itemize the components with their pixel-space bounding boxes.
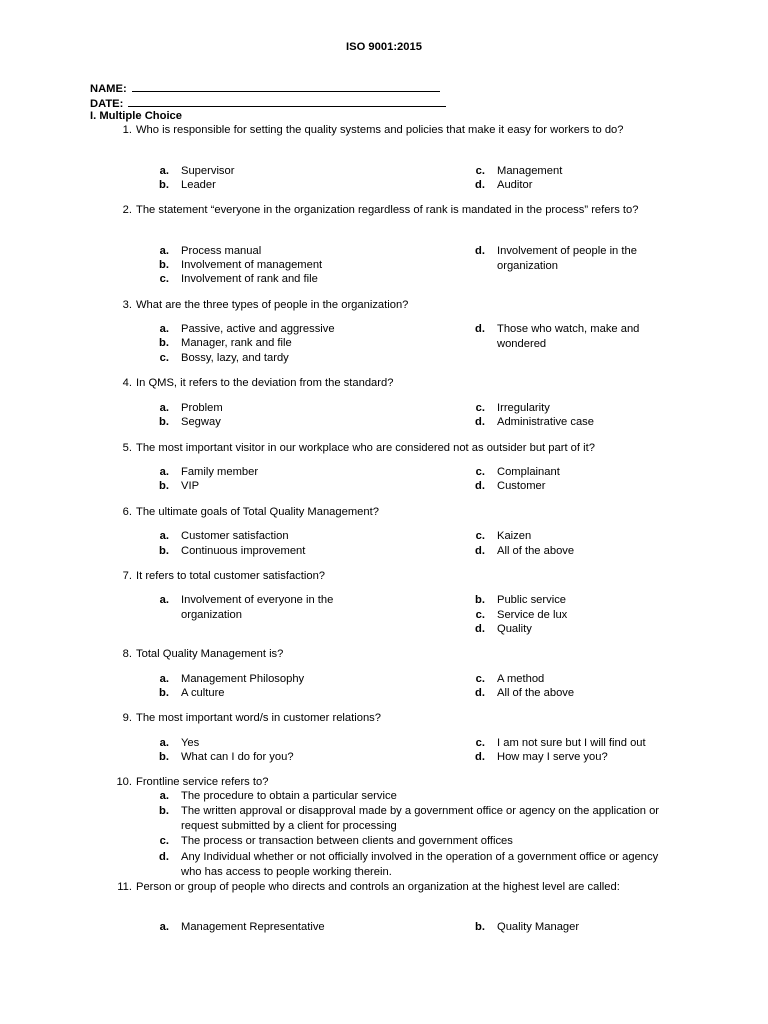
question-text: Total Quality Management is? [136, 648, 284, 660]
option-letter: a. [159, 466, 169, 478]
question-text: Who is responsible for setting the quality systems and policies that make it easy for workers to do? [136, 124, 624, 136]
option-text: Customer satisfaction [181, 530, 289, 542]
option-text: Management Representative [181, 921, 325, 933]
option-letter: b. [475, 921, 485, 933]
question-number: 8. [122, 648, 132, 660]
option-letter: b. [475, 594, 485, 606]
option-letter: b. [159, 545, 169, 557]
option-text: Problem [181, 402, 223, 414]
option-text: Involvement of everyone in the organization [181, 594, 334, 621]
option-text: Supervisor [181, 165, 235, 177]
question-text: It refers to total customer satisfaction? [136, 570, 326, 582]
option-letter: c. [159, 352, 169, 364]
option-letter: d. [475, 323, 485, 335]
option-letter: c. [475, 673, 485, 685]
question-number: 4. [122, 377, 132, 389]
question-number: 11. [117, 881, 132, 893]
option-text: I am not sure but I will find out [497, 737, 646, 749]
name-blank-line[interactable] [132, 80, 440, 92]
question-number: 3. [122, 299, 132, 311]
option-text: Involvement of management [181, 259, 323, 271]
option-text: A method [497, 673, 545, 685]
question-text: Frontline service refers to? [136, 776, 269, 788]
question-text: In QMS, it refers to the deviation from the standard? [136, 377, 394, 389]
option-letter: c. [475, 402, 485, 414]
option-text: What can I do for you? [181, 751, 294, 763]
question-number: 1. [122, 124, 132, 136]
option-text: Manager, rank and file [181, 337, 292, 349]
option-letter: c. [475, 466, 485, 478]
option-letter: d. [475, 416, 485, 428]
section-title: I. Multiple Choice [90, 110, 182, 122]
question-number: 6. [122, 506, 132, 518]
option-text: Bossy, lazy, and tardy [181, 352, 289, 364]
option-text: The written approval or disapproval made by a government office or agency on the application or request submitted by a client for processing [181, 805, 660, 832]
option-text: Those who watch, make and wondered [497, 323, 640, 350]
question-text: Person or group of people who directs and controls an organization at the highest level are called: [136, 881, 620, 893]
question-text: What are the three types of people in the organization? [136, 299, 409, 311]
option-text: VIP [181, 480, 200, 492]
option-letter: a. [159, 530, 169, 542]
option-letter: c. [475, 737, 485, 749]
option-text: Quality Manager [497, 921, 580, 933]
option-letter: d. [475, 245, 485, 257]
option-text: Continuous improvement [181, 545, 306, 557]
option-text: Involvement of rank and file [181, 273, 318, 285]
option-text: Leader [181, 179, 216, 191]
option-letter: a. [159, 790, 169, 802]
name-label: NAME: [90, 83, 127, 95]
option-letter: c. [475, 165, 485, 177]
question-number: 5. [122, 442, 132, 454]
option-text: Kaizen [497, 530, 532, 542]
option-text: Service de lux [497, 609, 568, 621]
option-letter: d. [475, 623, 485, 635]
option-text: All of the above [497, 545, 575, 557]
option-letter: a. [159, 594, 169, 606]
option-text: Administrative case [497, 416, 594, 428]
document-title: ISO 9001:2015 [346, 41, 422, 53]
option-letter: d. [475, 751, 485, 763]
question-number: 9. [122, 712, 132, 724]
option-letter: d. [475, 480, 485, 492]
option-text: Irregularity [497, 402, 550, 414]
question-text: The most important visitor in our workplace who are considered not as outsider but part of it? [136, 442, 595, 454]
date-label: DATE: [90, 98, 124, 110]
option-text: Quality [497, 623, 532, 635]
option-text: Customer [497, 480, 546, 492]
date-blank-line[interactable] [128, 95, 446, 107]
option-letter: a. [159, 165, 169, 177]
option-text: How may I serve you? [497, 751, 608, 763]
option-letter: b. [159, 480, 169, 492]
option-letter: a. [159, 921, 169, 933]
option-letter: c. [159, 273, 169, 285]
option-text: A culture [181, 687, 225, 699]
option-text: Any Individual whether or not officially involved in the operation of a government office or agency who has access to people working therein. [181, 851, 659, 878]
option-text: Management Philosophy [181, 673, 305, 685]
option-text: Yes [181, 737, 200, 749]
option-letter: c. [475, 530, 485, 542]
option-text: Management [497, 165, 563, 177]
option-text: The process or transaction between clients and government offices [181, 835, 513, 847]
option-letter: b. [159, 416, 169, 428]
question-number: 2. [122, 204, 132, 216]
question-number: 7. [122, 570, 132, 582]
option-letter: a. [159, 323, 169, 335]
option-letter: b. [159, 687, 169, 699]
option-letter: d. [475, 545, 485, 557]
option-letter: d. [475, 179, 485, 191]
question-text: The most important word/s in customer relations? [136, 712, 381, 724]
option-letter: d. [159, 851, 169, 863]
option-letter: b. [159, 337, 169, 349]
option-letter: c. [475, 609, 485, 621]
option-letter: c. [159, 835, 169, 847]
option-text: Involvement of people in the organization [497, 245, 637, 272]
option-letter: a. [159, 673, 169, 685]
option-letter: a. [159, 737, 169, 749]
option-letter: d. [475, 687, 485, 699]
option-letter: a. [159, 245, 169, 257]
option-text: Auditor [497, 179, 533, 191]
question-number: 10. [116, 776, 132, 788]
option-letter: b. [159, 805, 169, 817]
option-text: Family member [181, 466, 259, 478]
option-letter: a. [159, 402, 169, 414]
option-letter: b. [159, 179, 169, 191]
option-letter: b. [159, 259, 169, 271]
option-text: Public service [497, 594, 567, 606]
option-text: The procedure to obtain a particular service [181, 790, 397, 802]
option-text: Process manual [181, 245, 262, 257]
question-text: The ultimate goals of Total Quality Management? [136, 506, 379, 518]
option-text: Complainant [497, 466, 560, 478]
question-text: The statement “everyone in the organization regardless of rank is mandated in the process” refers to? [136, 204, 639, 216]
option-text: All of the above [497, 687, 575, 699]
option-text: Segway [181, 416, 221, 428]
option-text: Passive, active and aggressive [181, 323, 335, 335]
option-letter: b. [159, 751, 169, 763]
